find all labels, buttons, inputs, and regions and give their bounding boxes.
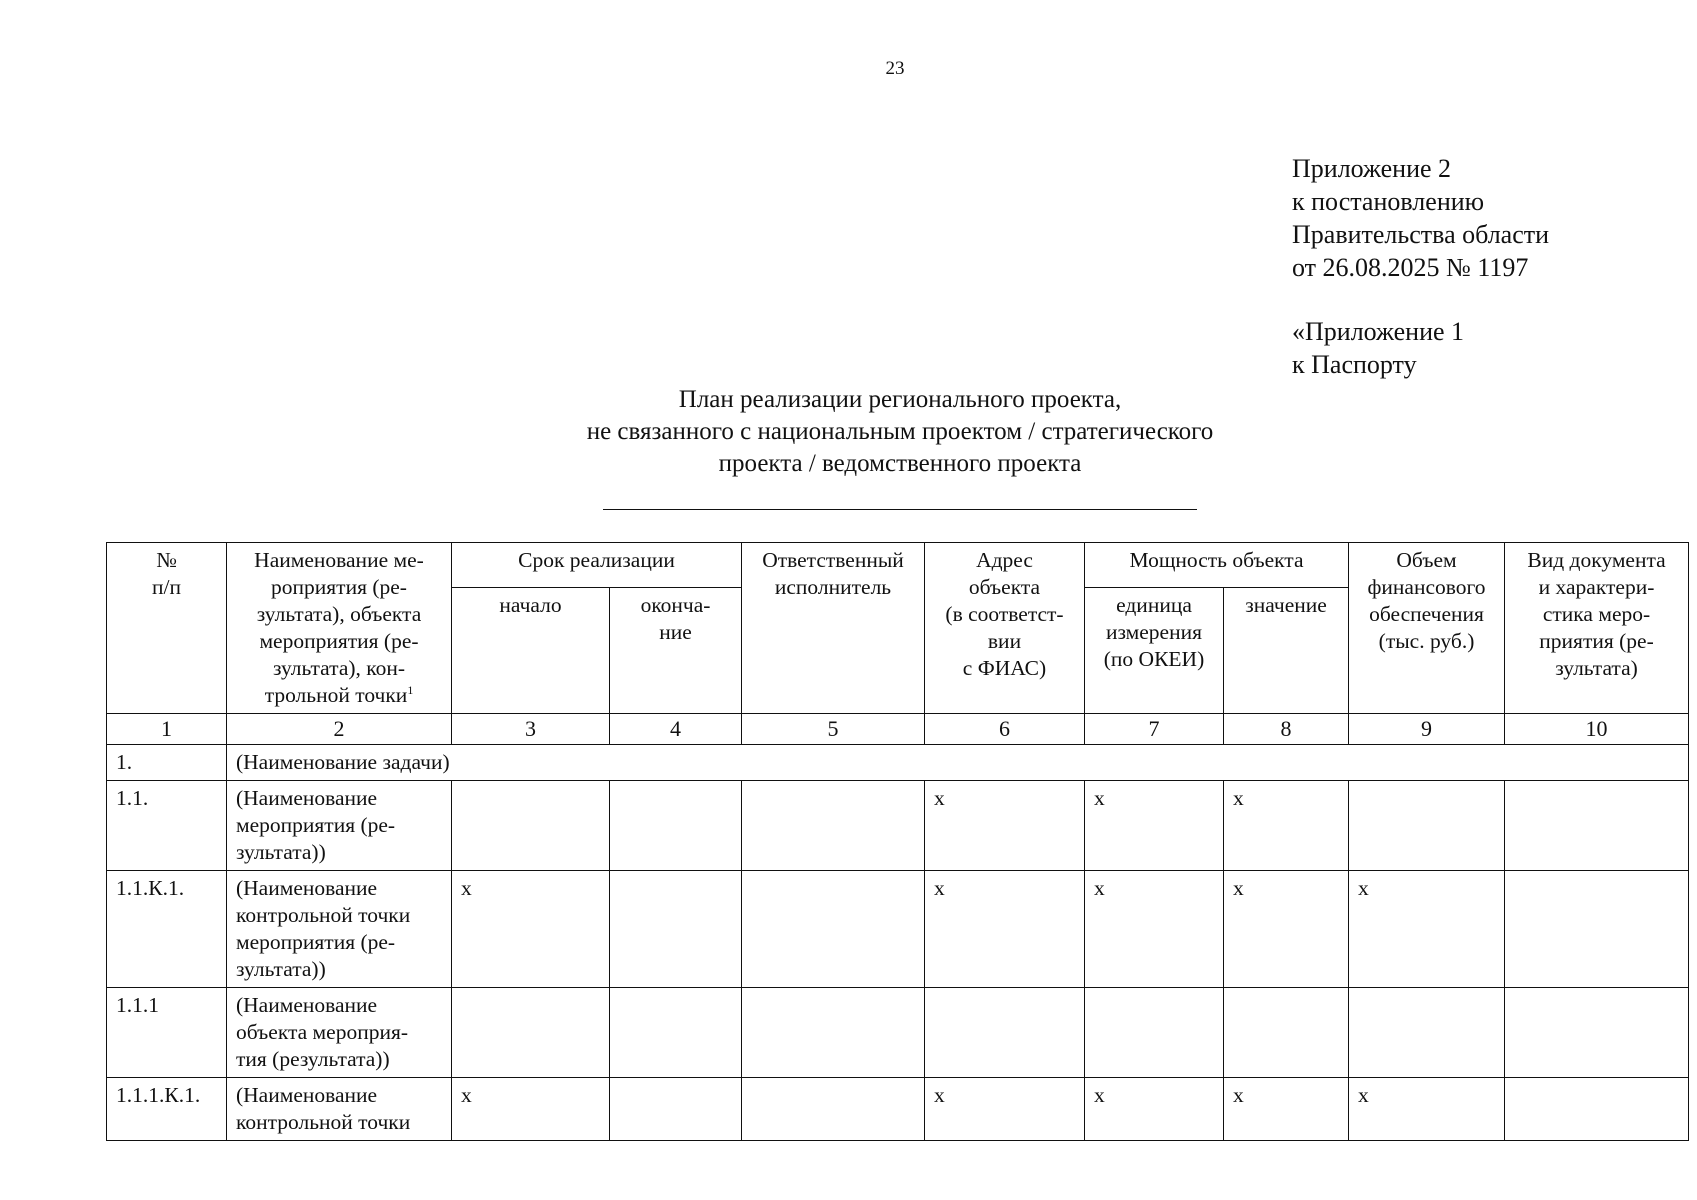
row-cell [610, 781, 742, 871]
row-cell: x [1224, 781, 1349, 871]
row-cell: x [1085, 871, 1224, 988]
appendix-line: Правительства области [1292, 220, 1550, 249]
row-num: 1.1.1 [107, 988, 227, 1078]
row-cell [452, 781, 610, 871]
table-body [107, 781, 1689, 1141]
row-cell [742, 988, 925, 1078]
header-finance: Объем финансового обеспечения (тыс. руб.) [1349, 543, 1505, 714]
header-responsible: Ответственный исполнитель [742, 543, 925, 714]
row-name: (Наименование объекта мероприя- тия (результата)) [227, 988, 452, 1078]
document-title [480, 384, 1320, 480]
row-cell: x [925, 781, 1085, 871]
column-number: 4 [610, 714, 742, 745]
title-line: не связанного с национальным проектом / стратегического [586, 418, 1214, 445]
row-cell: x [1349, 1078, 1505, 1141]
row-cell: x [1224, 1078, 1349, 1141]
table-row [107, 1078, 1689, 1141]
row-cell: x [1085, 1078, 1224, 1141]
column-number: 9 [1349, 714, 1505, 745]
appendix-line: к постановлению [1292, 187, 1485, 216]
row-num: 1.1.1.К.1. [107, 1078, 227, 1141]
column-number: 10 [1505, 714, 1689, 745]
header-name [227, 543, 452, 714]
row-cell [1085, 988, 1224, 1078]
column-number: 6 [925, 714, 1085, 745]
table-row [107, 871, 1689, 988]
row-cell: x [925, 1078, 1085, 1141]
column-number: 2 [227, 714, 452, 745]
appendix-spacer [1292, 284, 1549, 315]
row-cell: x [452, 871, 610, 988]
row-cell [742, 781, 925, 871]
appendix-quote-line: к Паспорту [1292, 350, 1417, 379]
column-number: 5 [742, 714, 925, 745]
header-value: значение [1224, 588, 1349, 714]
row-cell [610, 1078, 742, 1141]
header-end: оконча- ние [610, 588, 742, 714]
header-term: Срок реализации [452, 543, 742, 588]
appendix-line: от 26.08.2025 № 1197 [1292, 253, 1529, 282]
row-cell [610, 871, 742, 988]
header-doc: Вид документа и характери- стика меро- приятия (ре- зультата) [1505, 543, 1689, 714]
row-num: 1. [107, 745, 227, 781]
row-cell [925, 988, 1085, 1078]
row-cell [610, 988, 742, 1078]
row-cell [1505, 781, 1689, 871]
row-cell [1349, 988, 1505, 1078]
row-name: (Наименование контрольной точки [227, 1078, 452, 1141]
row-num: 1.1.К.1. [107, 871, 227, 988]
row-cell: x [452, 1078, 610, 1141]
header-row [107, 543, 1689, 588]
row-cell [742, 871, 925, 988]
row-cell: x [1085, 781, 1224, 871]
appendix-quote-line: «Приложение 1 [1292, 317, 1465, 346]
header-unit: единица измерения (по ОКЕИ) [1085, 588, 1224, 714]
row-cell [1349, 781, 1505, 871]
row-cell [1224, 988, 1349, 1078]
row-cell [1505, 1078, 1689, 1141]
title-line: проекта / ведомственного проекта [718, 450, 1082, 477]
title-underline [603, 509, 1197, 510]
task-name: (Наименование задачи) [227, 745, 1689, 781]
header-name-text: Наименование ме- роприятия (ре- зультата), объекта мероприятия (ре- зультата), кон- трольной точки [254, 548, 424, 707]
row-num: 1.1. [107, 781, 227, 871]
column-number: 3 [452, 714, 610, 745]
table-row [107, 781, 1689, 871]
appendix-block [1292, 152, 1549, 381]
page-number: 23 [885, 58, 905, 79]
row-cell: x [925, 871, 1085, 988]
task-row [107, 745, 1689, 781]
footnote-mark: 1 [407, 682, 414, 697]
column-number: 8 [1224, 714, 1349, 745]
row-cell: x [1349, 871, 1505, 988]
table-row [107, 988, 1689, 1078]
row-cell [452, 988, 610, 1078]
row-name: (Наименование контрольной точки мероприятия (ре- зультата)) [227, 871, 452, 988]
column-number: 1 [107, 714, 227, 745]
header-start: начало [452, 588, 610, 714]
header-num: № п/п [107, 543, 227, 714]
column-number: 7 [1085, 714, 1224, 745]
row-cell [1505, 871, 1689, 988]
appendix-line: Приложение 2 [1292, 154, 1452, 183]
title-line: План реализации регионального проекта, [678, 386, 1122, 413]
column-number-row [107, 714, 1689, 745]
plan-table [106, 542, 1689, 1141]
row-cell: x [1224, 871, 1349, 988]
row-name: (Наименование мероприятия (ре- зультата)) [227, 781, 452, 871]
header-capacity: Мощность объекта [1085, 543, 1349, 588]
row-cell [1505, 988, 1689, 1078]
row-cell [742, 1078, 925, 1141]
header-address: Адрес объекта (в соответст- вии с ФИАС) [925, 543, 1085, 714]
